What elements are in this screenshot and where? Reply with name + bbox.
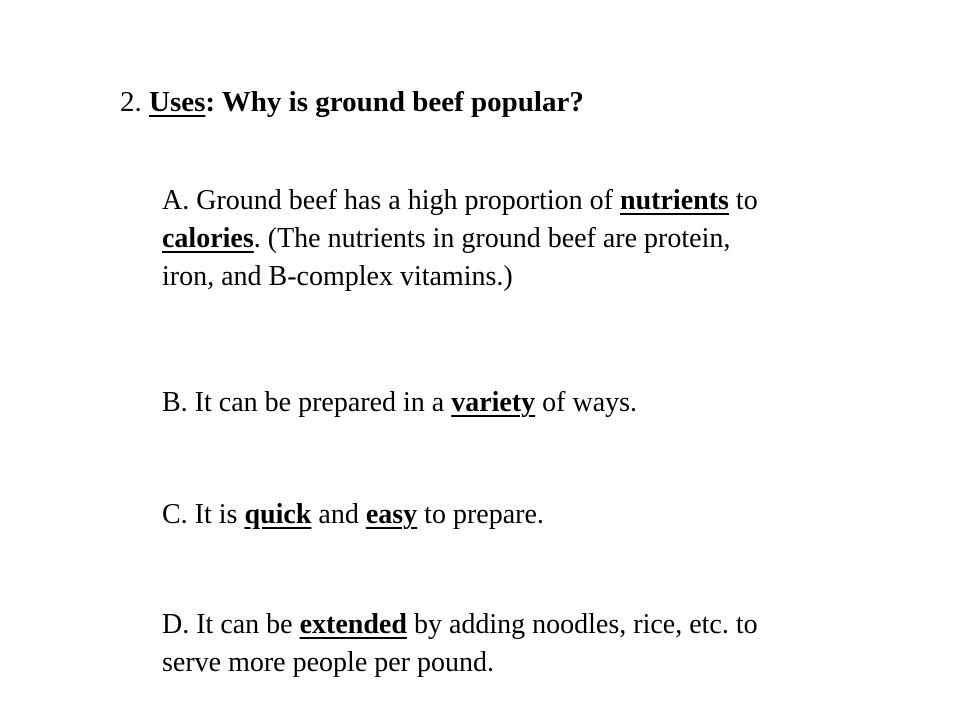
section-heading <box>120 82 584 122</box>
section-number: 2. <box>120 86 142 118</box>
point-c-text-2: and <box>311 499 366 530</box>
point-d <box>162 606 802 682</box>
point-a-keyword-nutrients: nutrients <box>620 185 729 216</box>
point-c-keyword-easy: easy <box>365 499 418 530</box>
point-b-keyword-variety: variety <box>451 387 536 418</box>
point-b-text-1: B. It can be prepared in a <box>162 387 452 418</box>
point-a-text-2: to <box>728 185 758 216</box>
point-b-text-2: of ways. <box>535 387 638 418</box>
point-a-text-3: . (The nutrients in ground beef are protein, iron, and B-complex vitamins.) <box>162 223 731 292</box>
point-d-keyword-extended: extended <box>299 609 407 640</box>
point-c-keyword-quick: quick <box>244 499 312 530</box>
section-keyword: Uses <box>149 86 206 118</box>
point-c-text-1: C. It is <box>162 499 245 530</box>
point-a <box>162 182 782 296</box>
point-d-text-1: D. It can be <box>162 609 300 640</box>
point-c <box>162 496 544 534</box>
point-b <box>162 384 637 422</box>
point-a-text-1: A. Ground beef has a high proportion of <box>162 185 621 216</box>
point-d-text-2: by adding noodles, rice, etc. to serve more people per pound. <box>162 609 758 678</box>
point-c-text-3: to prepare. <box>417 499 544 530</box>
point-a-keyword-calories: calories <box>162 223 254 254</box>
section-question: Why is ground beef popular? <box>221 86 584 118</box>
section-colon: : <box>205 86 216 118</box>
